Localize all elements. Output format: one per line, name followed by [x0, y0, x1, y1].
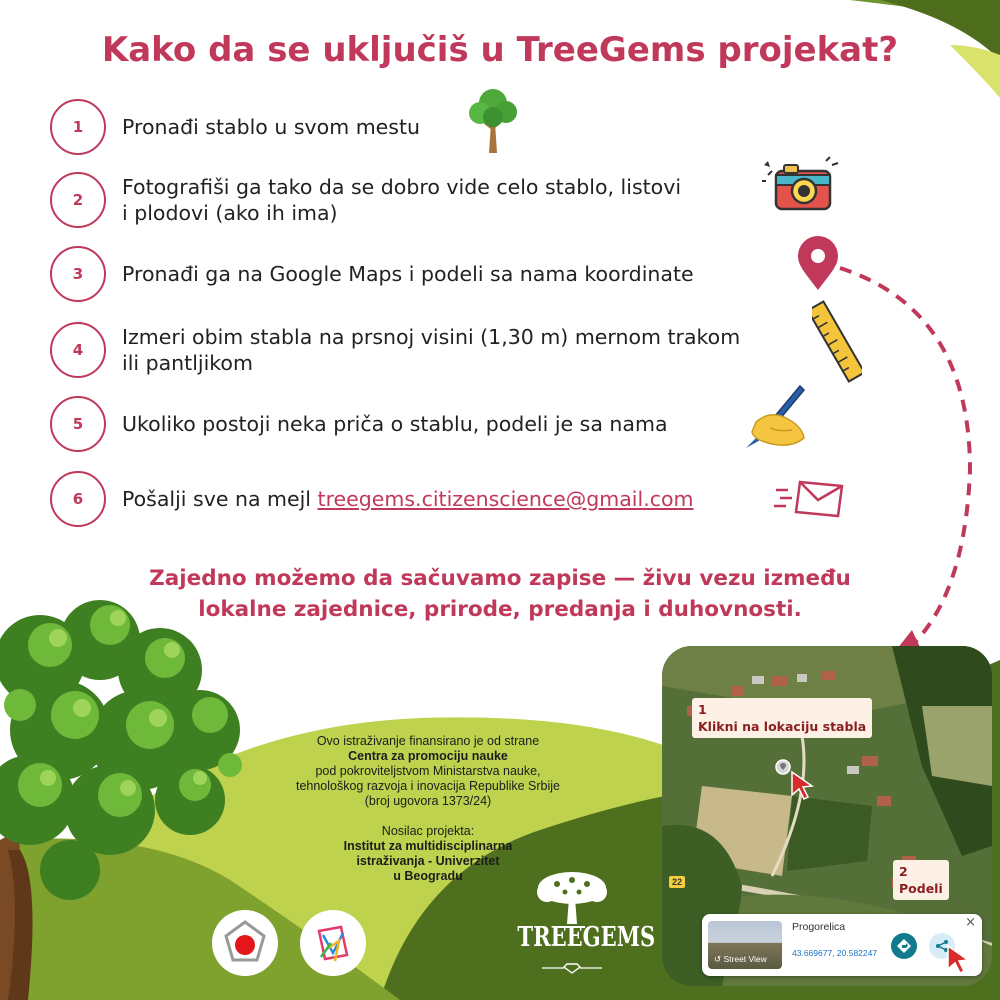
step-text [122, 486, 694, 512]
step-text-line: ili pantljikom [122, 351, 253, 375]
step-text: Pronađi stablo u svom mestu [122, 115, 420, 139]
map-step-number: 2 [899, 864, 908, 879]
directions-icon[interactable] [890, 932, 918, 960]
imsi-logo-icon [311, 921, 355, 965]
road-number: 22 [669, 876, 685, 888]
step-number: 4 [50, 322, 106, 378]
brand-name: TREEGEMS [517, 922, 656, 953]
step-number: 3 [50, 246, 106, 302]
step-1 [50, 99, 770, 155]
step-3 [50, 246, 770, 302]
cursor-icon [946, 944, 972, 974]
step-text-line: Fotografiši ga tako da se dobro vide celo stablo, listovi [122, 175, 682, 199]
place-card[interactable] [702, 914, 982, 976]
close-icon[interactable]: × [965, 915, 976, 930]
step-text [122, 324, 740, 376]
treegems-logo-icon [527, 868, 617, 928]
map-pin-icon [775, 759, 791, 775]
map-step-number: 1 [698, 702, 707, 717]
gem-icon [542, 962, 602, 974]
place-name: Progorelica [792, 921, 846, 933]
tree-icon [467, 85, 519, 155]
funding-line: Centra za promociju nauke [348, 749, 508, 763]
funding-line: Institut za multidisciplinarna [343, 839, 513, 853]
map-screenshot [662, 646, 992, 986]
email-link[interactable]: treegems.citizenscience@gmail.com [317, 487, 694, 511]
step-text-line: i plodovi (ako ih ima) [122, 201, 338, 225]
funding-info [268, 734, 588, 884]
funding-line: (broj ugovora 1373/24) [364, 794, 492, 808]
map-step-2-label [893, 860, 949, 900]
cpn-logo-icon [220, 918, 270, 968]
camera-icon [762, 155, 842, 215]
step-5 [50, 396, 770, 452]
step-text: Ukoliko postoji neka priča o stablu, podeli je sa nama [122, 412, 668, 436]
street-view-thumbnail[interactable] [708, 921, 782, 969]
funding-line: tehnološkog razvoja i inovacija Republike Srbije [295, 779, 561, 793]
step-text-line: Izmeri obim stabla na prsnoj visini (1,30 m) mernom trakom [122, 325, 741, 349]
slogan-line: Zajedno možemo da sačuvamo zapise — živu vezu između [149, 566, 851, 591]
step-number: 1 [50, 99, 106, 155]
step-text: Pronađi ga na Google Maps i podeli sa nama koordinate [122, 262, 694, 286]
slogan-line: lokalne zajednice, prirode, predanja i duhovnosti. [198, 597, 802, 622]
cpn-logo [212, 910, 278, 976]
step-4 [50, 322, 770, 378]
map-step-1-label [692, 698, 872, 738]
page-title: Kako da se uključiš u TreeGems projekat? [101, 30, 899, 70]
step-number: 6 [50, 471, 106, 527]
map-step-text: Podeli [899, 881, 943, 896]
funding-line: pod pokroviteljstvom Ministarstva nauke, [315, 764, 541, 778]
map-step-text: Klikni na lokaciju stabla [698, 719, 867, 734]
writing-hand-icon [740, 382, 810, 452]
street-view-label: ↺ Street View [714, 954, 767, 964]
step-number: 5 [50, 396, 106, 452]
step-2 [50, 172, 770, 228]
step-text-prefix: Pošalji sve na mejl [122, 487, 318, 511]
funding-line: Ovo istraživanje finansirano je od strane [316, 734, 540, 748]
funding-line: u Beogradu [393, 869, 463, 883]
place-coordinates: 43.669677, 20.582247 [792, 948, 878, 958]
step-6 [50, 471, 770, 527]
funding-line: istraživanja - Univerzitet [356, 854, 500, 868]
imsi-logo [300, 910, 366, 976]
cursor-icon [790, 770, 816, 800]
step-text [122, 174, 681, 226]
funding-line: Nosilac projekta: [381, 824, 475, 838]
step-number: 2 [50, 172, 106, 228]
